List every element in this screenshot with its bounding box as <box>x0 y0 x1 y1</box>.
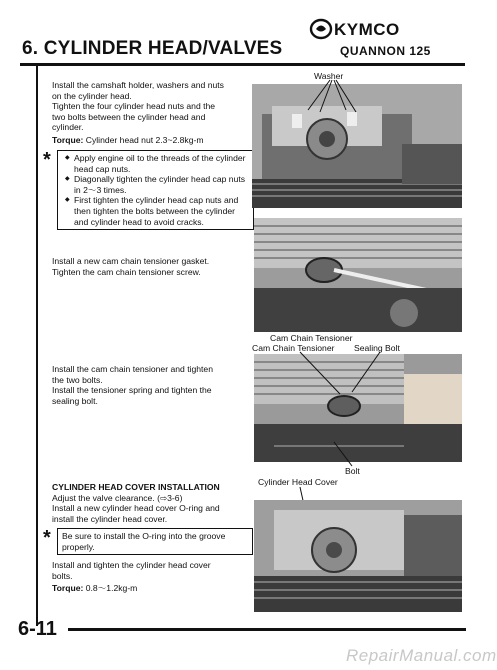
note-item: ◆ Diagonally tighten the cylinder head cap nuts in 2～3 times. <box>74 174 250 195</box>
watermark: RepairManual.com <box>346 646 497 665</box>
text-line: Install the cam chain tensioner and tighten <box>52 364 213 374</box>
torque-label: Torque: <box>52 583 84 594</box>
step-camshaft-holder <box>52 80 252 146</box>
tensioner-leader-lines <box>280 350 400 400</box>
callout-bolt: Bolt <box>345 466 360 476</box>
kymco-logo <box>310 18 460 42</box>
page-number: 6-11 <box>18 618 57 640</box>
text-line: Tighten the four cylinder head nuts and the <box>52 101 216 112</box>
text-line: sealing bolt. <box>52 395 98 406</box>
margin-rule <box>36 66 38 626</box>
note-item: ◆ First tighten the cylinder head cap nuts and then tighten the bolts between the cylinder and cylinder head to avoid cracks. <box>74 195 250 227</box>
header-rule <box>20 63 465 66</box>
kymco-swirl-icon <box>310 18 332 40</box>
model-name: QUANNON 125 <box>340 44 431 58</box>
photo-cylinder-head-cover <box>254 500 462 612</box>
note-box-head-nuts <box>57 150 254 230</box>
callout-washer: Washer <box>314 71 344 81</box>
subsection-heading: CYLINDER HEAD COVER INSTALLATION <box>52 482 220 492</box>
text-line: Adjust the valve clearance. (⇨3-6) <box>52 492 183 503</box>
text-line: cylinder. <box>52 122 84 133</box>
text-line: two bolts between the cylinder head and <box>52 111 206 122</box>
note-item: ◆ Apply engine oil to the threads of the cylinder head cap nuts. <box>74 153 250 174</box>
text-line: Install a new cam chain tensioner gasket. <box>52 256 210 266</box>
note-box-oring <box>57 528 253 555</box>
text-line: install the cylinder head cover. <box>52 513 168 524</box>
callout-cam-chain-tensioner-1: Cam Chain Tensioner <box>270 333 353 343</box>
bolt-leader-line <box>330 440 370 468</box>
washer-leader-lines <box>290 78 370 118</box>
step-head-cover <box>52 482 252 524</box>
step-cover-bolts <box>52 560 252 594</box>
text-line: Install a new cylinder head cover O-ring and <box>52 503 220 514</box>
text-line: Install the tensioner spring and tighten the <box>52 385 212 396</box>
brand-name: KYMCO <box>334 20 400 39</box>
torque-spec <box>52 583 252 594</box>
note-asterisk: * <box>43 149 51 171</box>
callout-sealing-bolt: Sealing Bolt <box>354 343 400 353</box>
step-tensioner-gasket <box>52 256 252 277</box>
text-line: on the cylinder head. <box>52 90 132 101</box>
callout-cam-chain-tensioner-2: Cam Chain Tensioner <box>252 343 335 353</box>
torque-spec <box>52 135 252 146</box>
text-line: Install the camshaft holder, washers and nuts <box>52 80 224 90</box>
photo-tensioner-gasket <box>254 218 462 332</box>
torque-value: 0.8～1.2kg-m <box>85 583 138 594</box>
text-line: the two bolts. <box>52 374 103 385</box>
torque-value: Cylinder head nut 2.3~2.8kg-m <box>85 134 204 145</box>
text-line: Tighten the cam chain tensioner screw. <box>52 266 201 277</box>
text-line: bolts. <box>52 570 73 581</box>
footer-rule <box>68 628 466 631</box>
text-line: Install and tighten the cylinder head cover <box>52 560 211 570</box>
callout-cylinder-head-cover: Cylinder Head Cover <box>258 477 338 487</box>
section-title: 6. CYLINDER HEAD/VALVES <box>22 38 283 59</box>
note-text: Be sure to install the O-ring into the groove properly. <box>62 531 226 552</box>
torque-label: Torque: <box>52 134 84 145</box>
step-tensioner-install <box>52 364 252 406</box>
note-asterisk: * <box>43 527 51 549</box>
